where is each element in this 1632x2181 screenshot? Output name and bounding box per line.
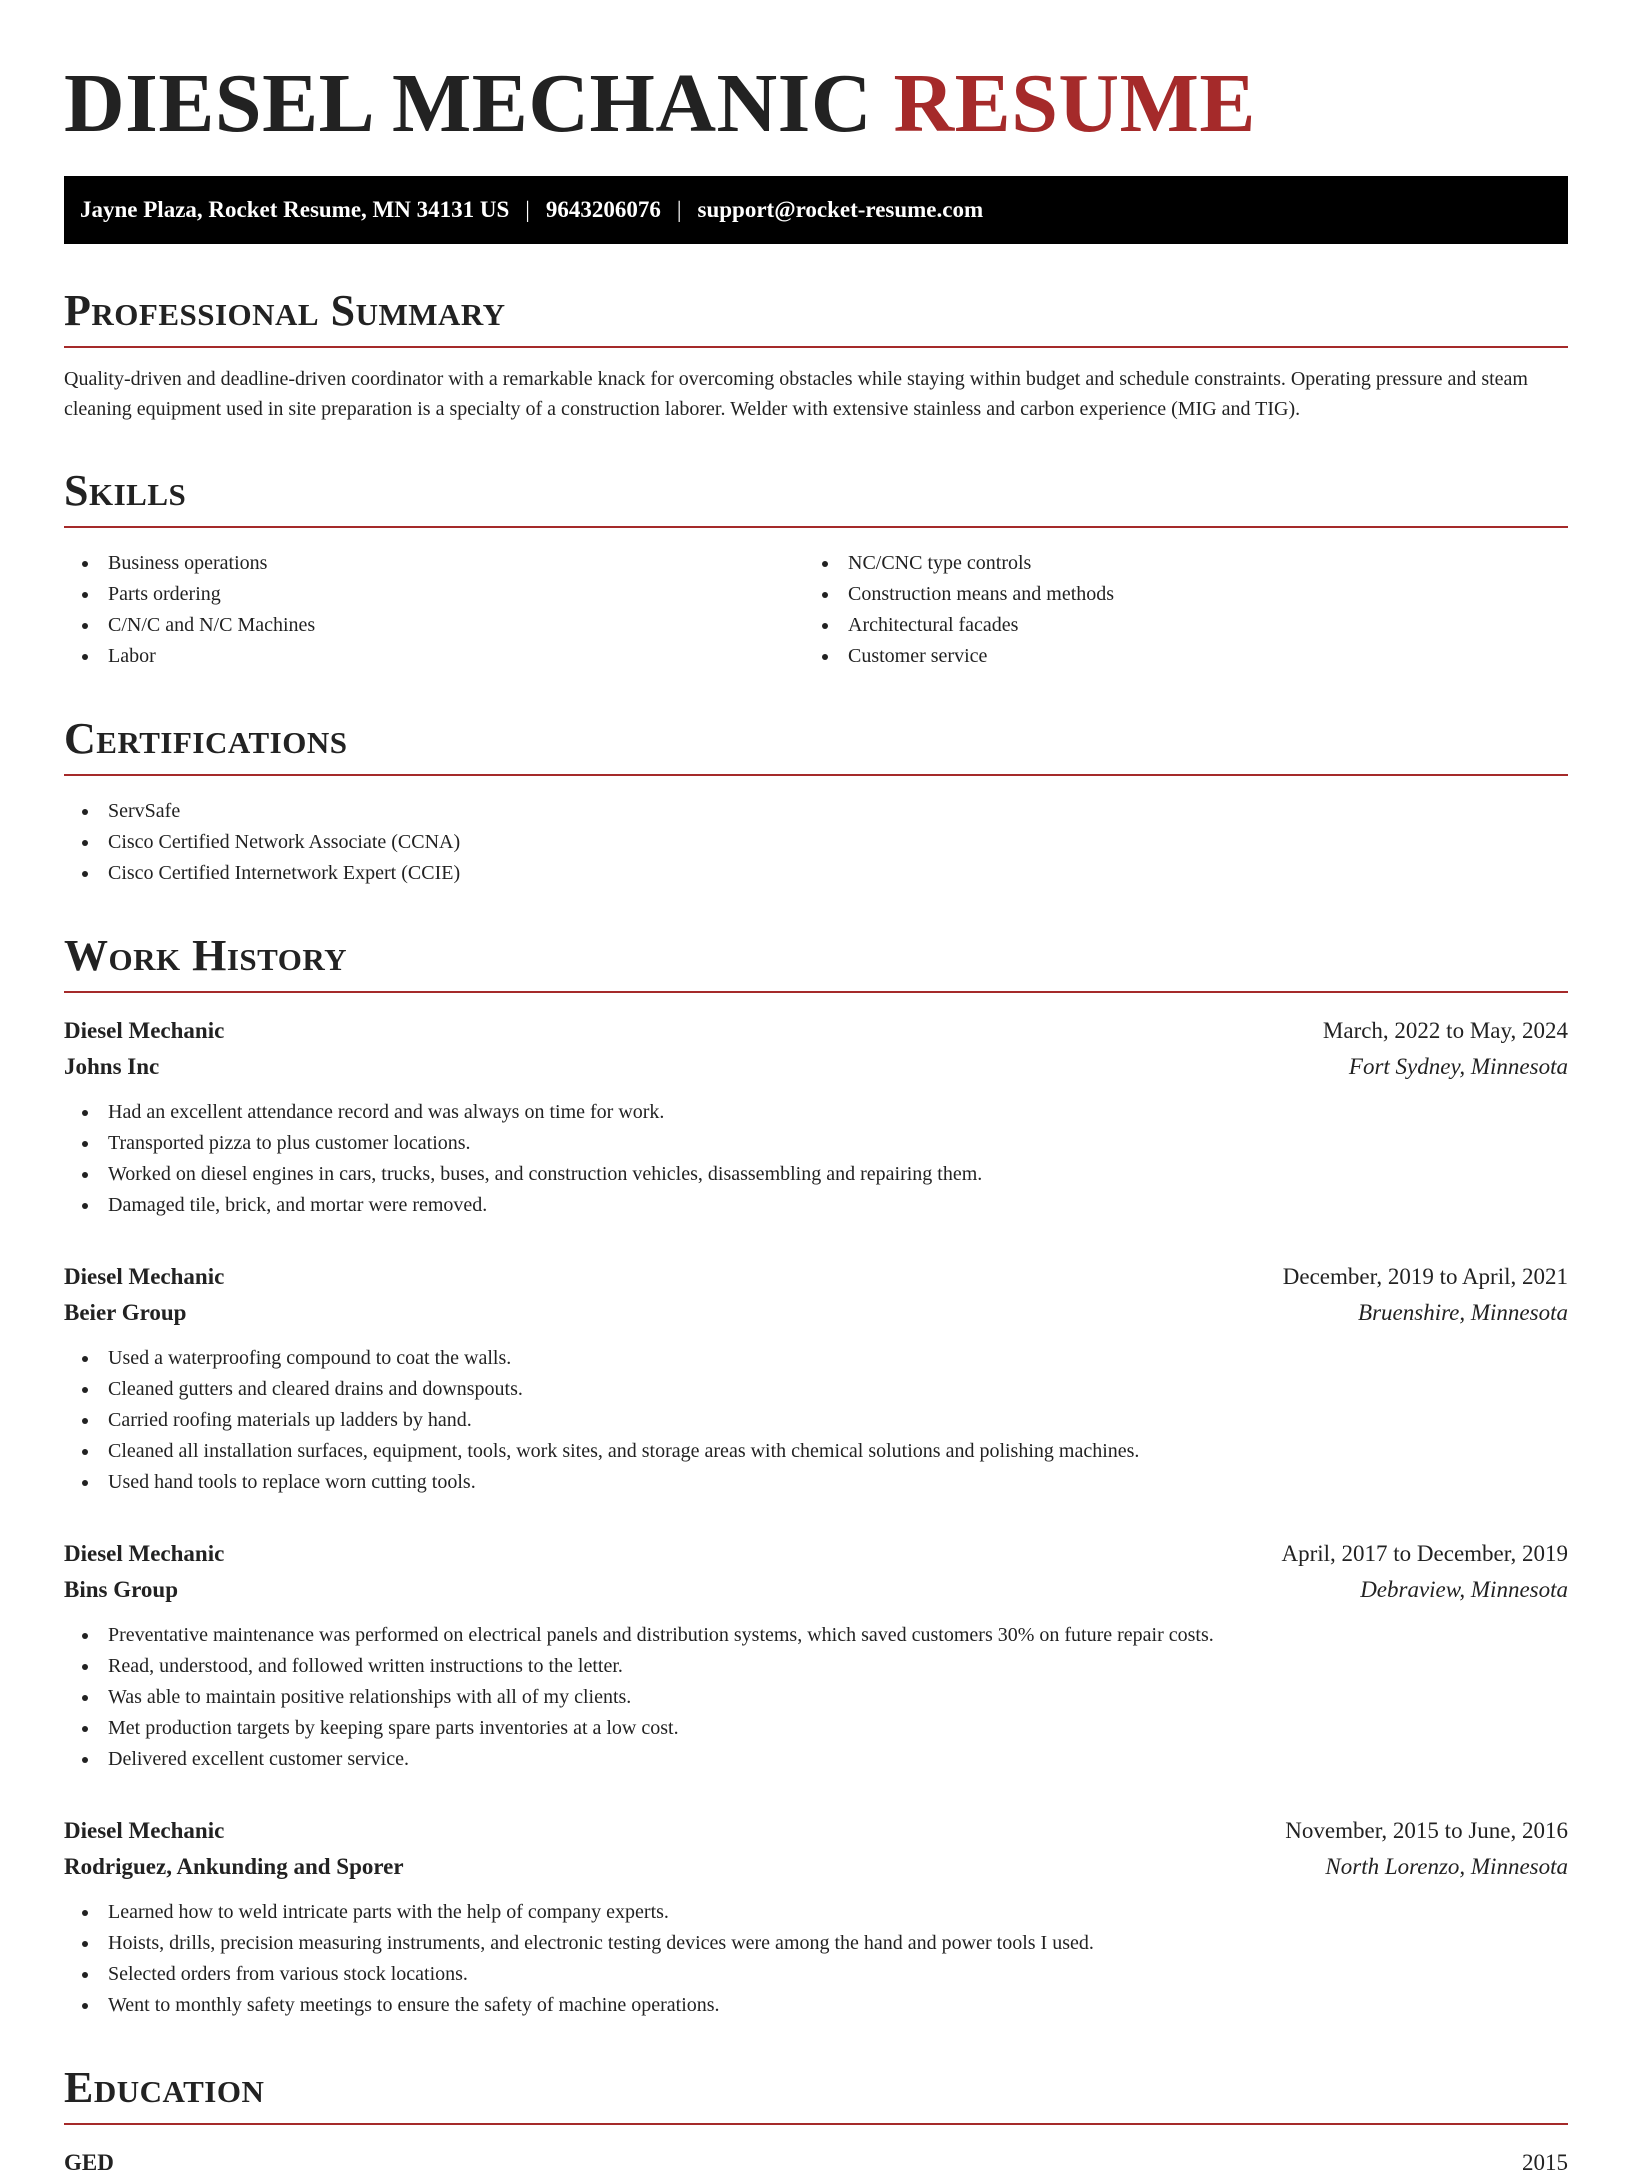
job-title: Diesel Mechanic — [64, 1818, 225, 1843]
education-section — [64, 2065, 1568, 2181]
job-dates: December, 2019 to April, 2021 — [1282, 1264, 1568, 1289]
skill-item: Customer service — [804, 641, 1544, 672]
skills-grid — [64, 528, 1568, 672]
skill-item: Labor — [64, 641, 804, 672]
job-bullet: Transported pizza to plus customer locations. — [64, 1128, 1568, 1159]
education-heading: Education — [64, 2065, 1568, 2125]
job-dates: April, 2017 to December, 2019 — [1281, 1541, 1568, 1566]
job-company: Johns Inc — [64, 1054, 160, 1079]
work-history-heading: Work History — [64, 933, 1568, 993]
work-history-section — [64, 933, 1568, 2021]
skill-item: NC/CNC type controls — [804, 548, 1544, 579]
certifications-list — [64, 796, 1568, 889]
job-bullet: Damaged tile, brick, and mortar were removed. — [64, 1190, 1568, 1221]
job-bullet: Used hand tools to replace worn cutting tools. — [64, 1467, 1568, 1498]
skill-item: C/N/C and N/C Machines — [64, 610, 804, 641]
skill-item: Architectural facades — [804, 610, 1544, 641]
job-bullet: Cleaned all installation surfaces, equipment, tools, work sites, and storage areas with chemical solutions and polishing machines. — [64, 1436, 1568, 1467]
job-entry — [64, 1013, 1568, 1221]
resume-page — [64, 0, 1568, 2181]
summary-text: Quality-driven and deadline-driven coordinator with a remarkable knack for overcoming obstacles while staying within budget and schedule constraints. Operating pressure and steam cleaning equipment used in site preparation is a specialty of a construction laborer. Welder with extensive stainless and carbon experience (MIG and TIG). — [64, 368, 1528, 420]
job-location: Debraview, Minnesota — [1360, 1577, 1568, 1602]
job-bullet: Learned how to weld intricate parts with the help of company experts. — [64, 1897, 1568, 1928]
skills-list-left — [64, 548, 804, 672]
contact-bar — [64, 176, 1568, 244]
job-title: Diesel Mechanic — [64, 1018, 225, 1043]
contact-address: Jayne Plaza, Rocket Resume, MN 34131 US — [80, 197, 510, 222]
skills-section — [64, 468, 1568, 672]
job-bullet: Read, understood, and followed written instructions to the letter. — [64, 1651, 1568, 1682]
certifications-heading: Certifications — [64, 716, 1568, 776]
job-bullet: Had an excellent attendance record and was always on time for work. — [64, 1097, 1568, 1128]
job-bullet: Met production targets by keeping spare parts inventories at a low cost. — [64, 1713, 1568, 1744]
job-bullets — [64, 1097, 1568, 1221]
job-bullet: Cleaned gutters and cleared drains and downspouts. — [64, 1374, 1568, 1405]
job-title: Diesel Mechanic — [64, 1541, 225, 1566]
job-dates: November, 2015 to June, 2016 — [1285, 1818, 1568, 1843]
job-bullets — [64, 1343, 1568, 1498]
skills-list-right — [804, 548, 1544, 672]
education-year: 2015 — [1522, 2150, 1568, 2175]
skill-item: Parts ordering — [64, 579, 804, 610]
job-bullet: Delivered excellent customer service. — [64, 1744, 1568, 1775]
certification-item: Cisco Certified Internetwork Expert (CCIE) — [64, 858, 1568, 889]
job-bullet: Selected orders from various stock locations. — [64, 1959, 1568, 1990]
job-location: Bruenshire, Minnesota — [1358, 1300, 1568, 1325]
job-dates: March, 2022 to May, 2024 — [1322, 1018, 1568, 1043]
contact-separator: | — [676, 197, 682, 222]
job-company: Bins Group — [64, 1577, 178, 1602]
contact-separator: | — [525, 197, 530, 222]
certifications-section — [64, 716, 1568, 889]
job-company: Beier Group — [64, 1300, 187, 1325]
job-location: North Lorenzo, Minnesota — [1325, 1854, 1568, 1879]
job-bullets — [64, 1897, 1568, 2021]
summary-section — [64, 288, 1568, 424]
skill-item: Construction means and methods — [804, 579, 1544, 610]
resume-title — [64, 0, 1568, 154]
certification-item: ServSafe — [64, 796, 1568, 827]
job-entry — [64, 1259, 1568, 1498]
job-company: Rodriguez, Ankunding and Sporer — [64, 1854, 404, 1879]
job-bullet: Used a waterproofing compound to coat the walls. — [64, 1343, 1568, 1374]
job-bullet: Hoists, drills, precision measuring instruments, and electronic testing devices were among the hand and power tools I used. — [64, 1928, 1568, 1959]
job-entry — [64, 1813, 1568, 2021]
education-degree: GED — [64, 2150, 114, 2175]
education-entry — [64, 2145, 1568, 2181]
title-main: DIESEL MECHANIC — [64, 57, 873, 150]
job-bullet: Preventative maintenance was performed on electrical panels and distribution systems, which saved customers 30% on future repair costs. — [64, 1620, 1568, 1651]
job-title: Diesel Mechanic — [64, 1264, 225, 1289]
summary-heading: Professional Summary — [64, 288, 1568, 348]
contact-phone[interactable]: 9643206076 — [545, 197, 661, 222]
job-bullet: Worked on diesel engines in cars, trucks, buses, and construction vehicles, disassembling and repairing them. — [64, 1159, 1568, 1190]
job-bullets — [64, 1620, 1568, 1775]
job-bullet: Was able to maintain positive relationships with all of my clients. — [64, 1682, 1568, 1713]
job-bullet: Carried roofing materials up ladders by hand. — [64, 1405, 1568, 1436]
contact-email[interactable]: support@rocket-resume.com — [697, 197, 984, 222]
job-entry — [64, 1536, 1568, 1775]
job-location: Fort Sydney, Minnesota — [1348, 1054, 1568, 1079]
certification-item: Cisco Certified Network Associate (CCNA) — [64, 827, 1568, 858]
skill-item: Business operations — [64, 548, 804, 579]
title-accent: RESUME — [893, 57, 1256, 150]
skills-heading: Skills — [64, 468, 1568, 528]
job-bullet: Went to monthly safety meetings to ensure the safety of machine operations. — [64, 1990, 1568, 2021]
